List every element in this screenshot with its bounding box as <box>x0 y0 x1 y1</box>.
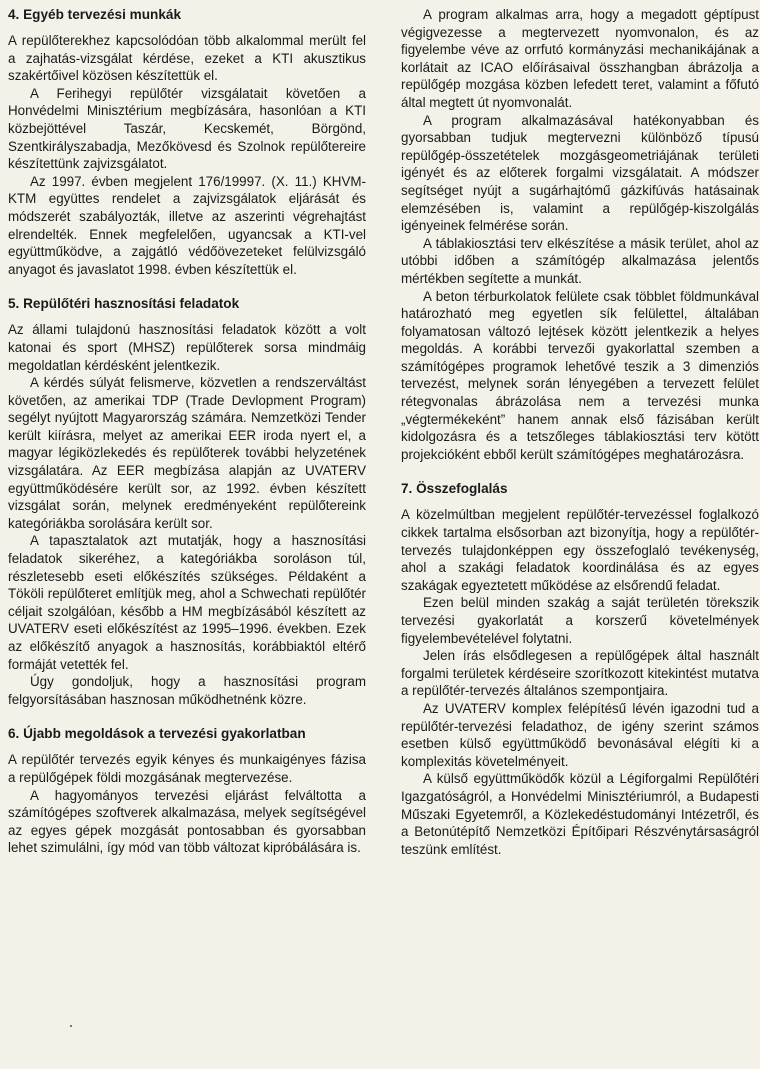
section-5-paragraph: Az állami tulajdonú hasznosítási feladatok között a volt katonai és sport (MHSZ) repülőterek sorsa mindmáig megoldatlan kérdésként jelentkezik. <box>8 322 366 373</box>
right-column <box>401 6 759 858</box>
section-7-paragraph: A közelmúltban megjelent repülőtér-tervezéssel foglalkozó cikkek tartalma elsősorban azt bizonyítja, hogy a repülőtér-tervezés tulajdonképpen egy összefoglaló tevékenység, ahol a szakági feladatok koordinálása és az egyes szakágak egyeztetett működése az elsőrendű feladat. <box>401 507 759 593</box>
section-6-paragraph: A repülőtér tervezés egyik kényes és munkaigényes fázisa a repülőgépek földi mozgásának megtervezése. <box>8 752 366 785</box>
section-7-paragraph: Az UVATERV komplex felépítésű lévén igazodni tud a repülőtér-tervezési feladathoz, de igény szerint számos esetben külső együttműködő bevonásával elégíti ki a komplexitás követelményeit. <box>401 700 759 769</box>
section-7-paragraph: Jelen írás elsődlegesen a repülőgépek által használt forgalmi területek kérdéseire szorítkozott kitekintést mutatva a repülőtér-tervezés általános szempontjaira. <box>401 648 759 699</box>
section-5-paragraph: A kérdés súlyát felismerve, közvetlen a rendszerváltást követően, az amerikai TDP (Trade Devlopment Program) segélyt nyújtott Magyarország számára. Nemzetközi Tender került kiírásra, melyet az amerikai EER iroda nyert el, a magyar légiközlekedés és repülőterek további helyzetének vizsgálatára. Az EER megbízása alapján az UVATERV együttműködésére került sor, az 1992. évben készített vizsgálat során, melynek eredményeként repülőtereink kategóriákba sorolására került sor. <box>8 375 366 531</box>
section-7-paragraph: A külső együttműködők közül a Légiforgalmi Repülőtéri Igazgatóságról, a Honvédelmi Minisztériumról, a Budapesti Műszaki Egyetemről, a Közlekedéstudományi Intézetről, és a Betonútépítő Nemzetközi Építőipari Részvénytársaságról teszünk említést. <box>401 771 759 857</box>
section-7-heading: 7. Összefoglalás <box>401 481 508 497</box>
section-6-paragraph: A program alkalmazásával hatékonyabban és gyorsabban tudjuk megtervezni különböző típusú repülőgép-összetételek mozgásgeometriájának területi igényét és az előterek forgalmi vizsgálatait. A módszer segítséget nyújt a sugárhajtómű gázkifúvás hatásainak elemzésében is, valamint a repülőgép-kiszolgálás igényeinek felmérése során. <box>401 112 759 234</box>
section-5-paragraph: Úgy gondoljuk, hogy a hasznosítási program felgyorsításában hasznosan működhetnénk közre. <box>8 674 366 707</box>
section-7-paragraph: Ezen belül minden szakág a saját területén törekszik tervezési gyakorlatát a korszerű követelmények figyelembevételével folytatni. <box>401 595 759 646</box>
section-4-paragraph: A Ferihegyi repülőtér vizsgálatait követően a Honvédelmi Minisztérium megbízására, hasonlóan a KTI közbejöttével Taszár, Kecskemét, Börgönd, Szentkirályszabadja, Mezőkövesd és Szolnok repülőtereire készítettünk zajvizsgálatot. <box>8 85 366 172</box>
section-4-paragraph: A repülőterekhez kapcsolódóan több alkalommal merült fel a zajhatás-vizsgálat kérdése, ezeket a KTI akusztikus szakértőivel közösen készítettük el. <box>8 33 366 84</box>
section-5-heading: 5. Repülőtéri hasznosítási feladatok <box>8 296 240 312</box>
left-column <box>8 6 366 857</box>
section-4-heading: 4. Egyéb tervezési munkák <box>8 7 182 22</box>
section-6-paragraph: A hagyományos tervezési eljárást felváltotta a számítógépes szoftverek alkalmazása, melyek segítségével az egyes gépek mozgását pontosabban és gyorsabban lehet szimulálni, így mód van több változat kipróbálására is. <box>8 787 366 856</box>
section-6-paragraph: A program alkalmas arra, hogy a megadott géptípust végigvezesse a megtervezett nyomvonalon, és az figyelembe véve az orrfutó kormányzási mechanikájának a korlátait az ICAO előírásaival összhangban ábrázolja a repülőgép mozgása közben lefedett teret, valamint a főfutó által megtett út nyomvonalát. <box>401 7 759 110</box>
section-6-paragraph: A táblakiosztási terv elkészítése a másik terület, ahol az utóbbi időben a számítógép alkalmazása jelentős mértékben segítette a munkát. <box>401 235 759 286</box>
section-6-heading: 6. Újabb megoldások a tervezési gyakorlatban <box>8 726 306 742</box>
section-6-paragraph: A beton térburkolatok felülete csak többlet földmunkával határozható meg egyetlen sík felülettel, általában folyamatosan változó lejtések között jelentkezik a helyes megoldás. A korábbi tervezői gyakorlattal szemben a számítógépes programok lehetővé teszik a 3 dimenziós tervezést, melynek során lényegében a tervezett felület rétegvonalas ábrázolása nem a tervezési munka „végtermékeként” hanem annak első fázisában került kidolgozásra és a tetszőleges táblakiosztási terv kötött projekcióként ebből került számítógépes meghatározásra. <box>401 288 759 462</box>
section-4-paragraph: Az 1997. évben megjelent 176/19997. (X. 11.) KHVM-KTM együttes rendelet a zajvizsgálatok eljárását és módszerét szabályozták, illetve az aszerinti végrehajtást elrendelték. Ennek megfelelően, ugyancsak a KTI-vel együttműködve, a zajgátló védőövezeteket felülvizsgáló anyagot és javaslatot 1998. évben készítettük el. <box>8 173 366 277</box>
section-5-paragraph: A tapasztalatok azt mutatják, hogy a hasznosítási feladatok sikeréhez, a kategóriákba soroláson túl, részletesebb eseti előkészítés szükséges. Példaként a Tököli repülőteret említjük meg, ahol a Schwechati repülőtér céljait szolgálóan, később a HM megbízásából készített az UVATERV eseti előkészítést az 1995–1996. években. Ezek az előkészítő anyagok a hasznosítás, korábbiaktól eltérő formáját vetették fel. <box>8 533 366 672</box>
print-speck <box>70 1025 72 1027</box>
